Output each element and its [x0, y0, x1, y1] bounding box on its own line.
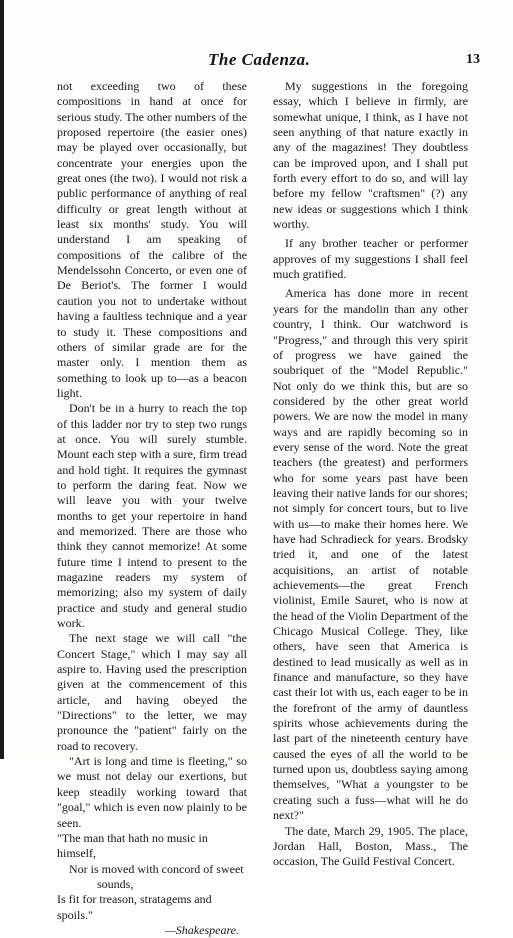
left-paragraph-3: The next stage we will call "the Concert Stage," which I may say all aspire to. Having used the prescription given at the commencement of this article, and having obeyed the "Directions" to the letter, we may pronounce the "patient" fairly on the road to recovery.: [57, 631, 247, 753]
right-paragraph-2: If any brother teacher or performer approves of my suggestions I shall feel much gratified.: [273, 236, 468, 282]
quote-line-3: sounds,: [97, 876, 134, 891]
page-header: [0, 50, 513, 74]
quote-line-4: Is fit for treason, stratagems and spoils.": [57, 892, 212, 922]
quote-attribution: —Shakespeare.: [165, 922, 239, 937]
left-column: [57, 79, 247, 938]
quote-line-1: "The man that hath no music in himself,: [57, 830, 208, 861]
left-paragraph-1: not exceeding two of these compositions in hand at once for serious study. The other numbers of the proposed repertoire (the easier ones) may be played over occasionally, but concentrate your energies upon the great ones (the two). I would not risk a public performance of anything of real difficulty or great length without at least six months' study. You will understand I am speaking of compositions of the calibre of the Mendelssohn Concerto, or even one of De Beriot's. The former I would caution you not to undertake without having a faultless technique and a year to study it. These compositions and others of similar grade are for the master only. I mention them as something to look up to—as a beacon light.: [57, 79, 247, 400]
left-paragraph-4: "Art is long and time is fleeting," so we must not delay our exertions, but keep steadily working toward that "goal," which is even now plainly to be seen.: [57, 754, 247, 830]
concert-notice: The date, March 29, 1905. The place, Jordan Hall, Boston, Mass., The occasion, The Guild Festival Concert.: [273, 823, 468, 869]
quote-line-2: Nor is moved with concord of sweet: [69, 861, 244, 876]
running-title: The Cadenza.: [208, 50, 311, 69]
page-edge-shadow: [0, 0, 4, 759]
shakespeare-quote: [57, 831, 247, 938]
right-paragraph-1: My suggestions in the foregoing essay, which I believe in firmly, are somewhat unique, I think, as I have not seen anything of that nature exactly in any of the magazines! They doubtless can be improved upon, and I shall put forth every effort to do so, and will lay before my fellow "craftsmen" (?) any new ideas or suggestions which I think worthy.: [273, 79, 468, 232]
right-paragraph-3: America has done more in recent years for the mandolin than any other country, I think. Our watchword is "Progress," and through this very spirit of progress we have gained the soubriquet of the "Model Republic." Not only do we think this, but are so considered by the other great world powers. We are now the model in many ways and are rapidly becoming so in every sense of the word. Note the great teachers (the greatest) and performers who for some years past have been leaving their native lands for our shores; not simply for concert tours, but to live with us—to make their homes here. We have had Schradieck for years. Brodsky tried it, and one of the latest acquisitions, an artist of notable achievements—the great French violinist, Emile Sauret, who is now at the head of the Violin Department of the Chicago Musical College. They, like others, have seen that America is destined to lead musically as well as in finance and manufacture, so they have cast their lot with us, each eager to be in the forefront of the army of dauntless spirits whose achievements during the last part of the nineteenth century have caused the eyes of all the world to be turned upon us, doubtless saying among themselves, "What a youngster to be creating such a fuss—what will he do next?": [273, 286, 468, 823]
right-column: [273, 79, 468, 870]
left-paragraph-2: Don't be in a hurry to reach the top of this ladder nor try to step two rungs at once. You will surely stumble. Mount each step with a sure, firm tread and hold tight. It requires the gymnast to perform the daring feat. Now we will leave you with your twelve months to get your repertoire in hand and memorized. There are those who think they cannot memorize! At some future time I intend to present to the magazine readers my system of memorizing; also my system of daily practice and study and general studio work.: [57, 401, 247, 631]
page-number: 13: [466, 52, 480, 67]
